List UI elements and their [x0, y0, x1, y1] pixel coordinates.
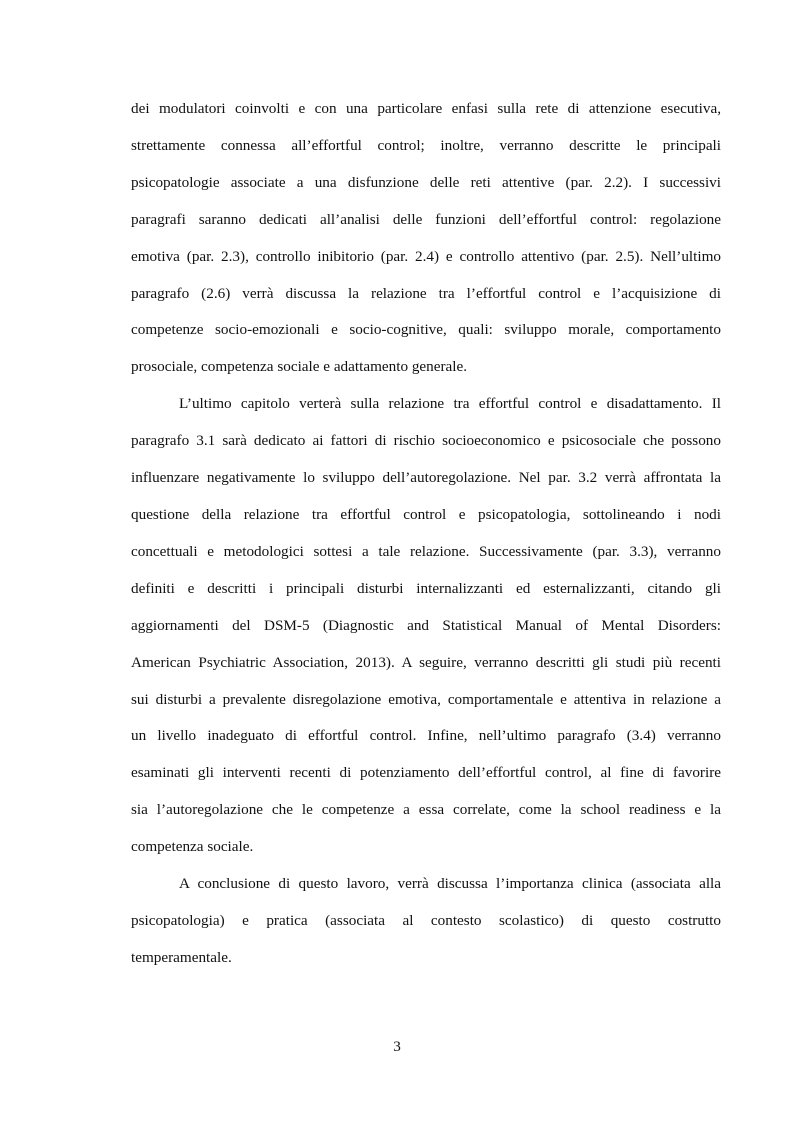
- text-line: paragrafi saranno dedicati all’analisi delle funzioni dell’effortful control: regolazione: [131, 210, 721, 228]
- body-text: [131, 91, 721, 977]
- page-number: 3: [393, 1038, 401, 1055]
- text-line: prosociale, competenza sociale e adattamento generale.: [131, 358, 468, 376]
- text-line: competenze socio-emozionali e socio-cognitive, quali: sviluppo morale, comportamento: [131, 321, 721, 339]
- text-line: un livello inadeguato di effortful control. Infine, nell’ultimo paragrafo (3.4) verranno: [131, 727, 721, 745]
- paragraph-3: [131, 866, 721, 977]
- text-line: influenzare negativamente lo sviluppo dell’autoregolazione. Nel par. 3.2 verrà affrontata la: [131, 469, 721, 487]
- text-line: psicopatologia) e pratica (associata al contesto scolastico) di questo costrutto: [131, 911, 721, 929]
- paragraph-1: [131, 91, 721, 386]
- text-line: paragrafo 3.1 sarà dedicato ai fattori di rischio socioeconomico e psicosociale che possono: [131, 432, 721, 450]
- text-line: questione della relazione tra effortful control e psicopatologia, sottolineando i nodi: [131, 505, 721, 523]
- text-line: sia l’autoregolazione che le competenze a essa correlate, come la school readiness e la: [131, 801, 721, 819]
- text-line: concettuali e metodologici sottesi a tale relazione. Successivamente (par. 3.3), verranno: [131, 542, 721, 560]
- text-line: temperamentale.: [131, 948, 232, 966]
- text-line: dei modulatori coinvolti e con una particolare enfasi sulla rete di attenzione esecutiva,: [131, 100, 721, 117]
- text-line: American Psychiatric Association, 2013). A seguire, verranno descritti gli studi più recenti: [131, 653, 721, 671]
- text-line: definiti e descritti i principali disturbi internalizzanti ed esternalizzanti, citando gli: [131, 579, 721, 597]
- text-line: paragrafo (2.6) verrà discussa la relazione tra l’effortful control e l’acquisizione di: [131, 284, 721, 302]
- text-line: emotiva (par. 2.3), controllo inibitorio (par. 2.4) e controllo attentivo (par. 2.5). Nell’ultimo: [131, 247, 721, 265]
- text-line: competenza sociale.: [131, 838, 254, 856]
- text-line: aggiornamenti del DSM-5 (Diagnostic and Statistical Manual of Mental Disorders:: [131, 616, 721, 634]
- text-line: A conclusione di questo lavoro, verrà discussa l’importanza clinica (associata alla: [179, 875, 721, 893]
- text-line: sui disturbi a prevalente disregolazione emotiva, comportamentale e attentiva in relazione a: [131, 690, 721, 708]
- text-line: strettamente connessa all’effortful control; inoltre, verranno descritte le principali: [131, 136, 721, 154]
- text-line: psicopatologie associate a una disfunzione delle reti attentive (par. 2.2). I successivi: [131, 173, 721, 191]
- paragraph-2: [131, 386, 721, 866]
- text-line: L’ultimo capitolo verterà sulla relazione tra effortful control e disadattamento. Il: [179, 395, 721, 413]
- text-line: esaminati gli interventi recenti di potenziamento dell’effortful control, al fine di favorire: [131, 764, 721, 782]
